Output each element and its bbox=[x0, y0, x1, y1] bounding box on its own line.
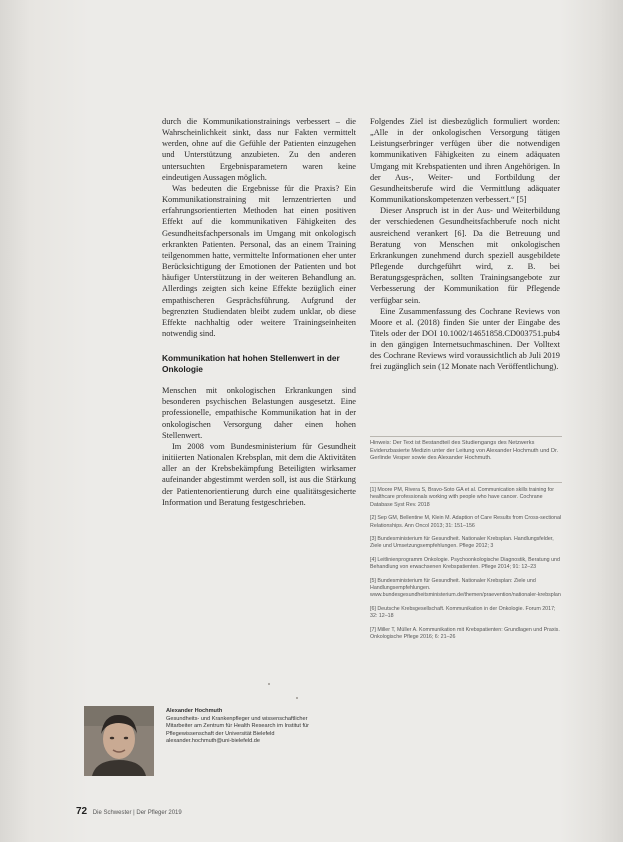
reference-item: [3] Bundesministerium für Gesundheit. Nationaler Krebsplan. Handlungsfelder, Ziele und Umsetzungsempfehlungen. Pflege 2012; 3 bbox=[370, 536, 554, 550]
paragraph: Folgendes Ziel ist diesbezüglich formuliert worden: „Alle in der onkologischen Versorgung tätigen Leistungserbringer verfügen über die notwendigen kommunikativen Fähigkeiten zu einem adäquaten Umgang mit Krebspatienten und ihren Angehörigen. In der Aus-, Weiter- und Fortbildung der Gesundheitsberufe wird die Vermittlung adäquater Kommunikationskompetenzen verbessert.“ [5] bbox=[370, 117, 560, 205]
author-bio: Gesundheits- und Krankenpfleger und wissenschaftlicher Mitarbeiter am Zentrum für Health Research im Institut für Pflegewissenschaft der Universität Bielefeld bbox=[166, 715, 309, 737]
page-number: 72 bbox=[76, 806, 88, 817]
divider bbox=[370, 436, 562, 437]
decorative-dot bbox=[296, 697, 298, 699]
reference-item: [2] Sep GM, Bellentine M, Klein M. Adaption of Care Results from Cross-sectional Relationships. Ann Oncol 2013; 31: 151–156 bbox=[370, 515, 562, 529]
publication-name: Die Schwester | Der Pfleger 2019 bbox=[92, 810, 182, 816]
author-email[interactable]: alexander.hochmuth@uni-bielefeld.de bbox=[166, 738, 260, 745]
decorative-dot bbox=[268, 683, 270, 685]
paragraph: Eine Zusammenfassung des Cochrane Reviews von Moore et al. (2018) finden Sie unter der Eingabe des Titels oder der DOI 10.1002/14651858.CD003751.pub4 in den gängigen Internetsuchmaschinen. Der Volltext des Cochrane Reviews wird voraussichtlich ab Juli 2019 frei zugänglich sein (12 Monate nach Veröffentlichung). bbox=[370, 306, 560, 372]
reference-item: [4] Leitlinienprogramm Onkologie. Psychoonkologische Diagnostik, Beratung und Behandlung von erwachsenen Krebspatienten. Pflege 2014; 91: 12–23 bbox=[370, 556, 560, 571]
author-box bbox=[166, 708, 316, 746]
author-photo bbox=[84, 706, 154, 776]
section-heading: Kommunikation hat hohen Stellenwert in der Onkologie bbox=[162, 353, 340, 375]
divider bbox=[370, 482, 562, 483]
paragraph: Menschen mit onkologischen Erkrankungen sind besonderen psychischen Belastungen ausgesetzt. Eine professionelle, empathische Kommunikation hat in der onkologischen Versorgung daher einen hohen Stellenwert. bbox=[162, 386, 356, 440]
paragraph: Dieser Anspruch ist in der Aus- und Weiterbildung der verschiedenen Gesundheitsfachberufe noch nicht ausreichend verankert [6]. Da die Betreuung und Beratung von Menschen mit onkologischen Erkrankungen zunehmend durch speziell ausgebildete Pflegende durchgeführt wird, z. B. bei Beratungsgesprächen, sollten Trainingsangebote zur Verbesserung der Kommunikation für Pflegende verfügbar sein. bbox=[370, 206, 560, 305]
reference-item: [1] Moore PM, Rivera S, Bravo-Soto GA et al. Communication skills training for healthcare professionals working with people who have cancer. Cochrane Database Syst Rev. 2018 bbox=[370, 487, 554, 508]
reference-item: [6] Deutsche Krebsgesellschaft. Kommunikation in der Onkologie. Forum 2017; 32: 12–18 bbox=[370, 605, 556, 620]
note-caption: Hinweis: Der Text ist Bestandteil des Studiengangs des Netzwerks Evidenzbasierte Medizin unter der Leitung von Alexander Hochmuth und Dr. Gerlinde Vesper sowie des Alexander Hochmuth. bbox=[370, 440, 559, 462]
paragraph: Was bedeuten die Ergebnisse für die Praxis? Ein Kommunikationstraining mit lernzentrierten und erfahrungsorientierten Methoden hat einen positiven Effekt auf die kommunikativen Fähigkeiten des Gesundheitsfachpersonals im Umgang mit onkologisch erkrankten Patienten. Personal, das an einem Training teilgenommen hatte, vermittelte Informationen eher unter Berücksichtigung der Emotionen der Patienten und bot häufiger Unterstützung in der weiteren Behandlung an. Allerdings zeigten sich keine Effekte bezüglich einer empathischeren Gesprächsführung. Aufgrund der begrenzten Studiendaten bleibt zudem unklar, ob diese Effekte nachhaltig oder weitere Trainingseinheiten notwendig sind. bbox=[162, 183, 356, 338]
reference-item: [7] Miller T, Müller A. Kommunikation mit Krebspatienten: Grundlagen und Praxis. Onkologische Pflege 2016; 6: 21–26 bbox=[370, 626, 560, 641]
reference-item: [5] Bundesministerium für Gesundheit. Nationaler Krebsplan: Ziele und Handlungsempfehlungen. www.bundesgesundheitsministerium.de/themen/praevention/nationaler-krebsplan bbox=[370, 577, 561, 599]
paragraph: durch die Kommunikationstrainings verbessert – die Wahrscheinlichkeit sinkt, dass nur Fakten vermittelt werden, ohne auf die Gefühle der Patienten einzugehen und Unterstützung anzubieten. Zu den anderen untersuchten Ergebnisparametern waren keine eindeutigen Aussagen möglich. bbox=[162, 117, 356, 182]
reference-list bbox=[370, 487, 562, 648]
left-text-column bbox=[162, 116, 356, 508]
page-footer bbox=[76, 806, 182, 817]
portrait-image bbox=[84, 706, 154, 776]
paragraph: Im 2008 vom Bundesministerium für Gesundheit initiierten Nationalen Krebsplan, mit dem die Aktivitäten aller an der Krebsbekämpfung Beteiligten wirksamer aufeinander abgestimmt werden soll, ist aus die Stärkung der Patientenorientierung durch eine qualitätsgesicherte Information und Beratung festgeschrieben. bbox=[162, 441, 356, 507]
right-text-column bbox=[370, 116, 560, 373]
author-name: Alexander Hochmuth bbox=[166, 708, 223, 714]
